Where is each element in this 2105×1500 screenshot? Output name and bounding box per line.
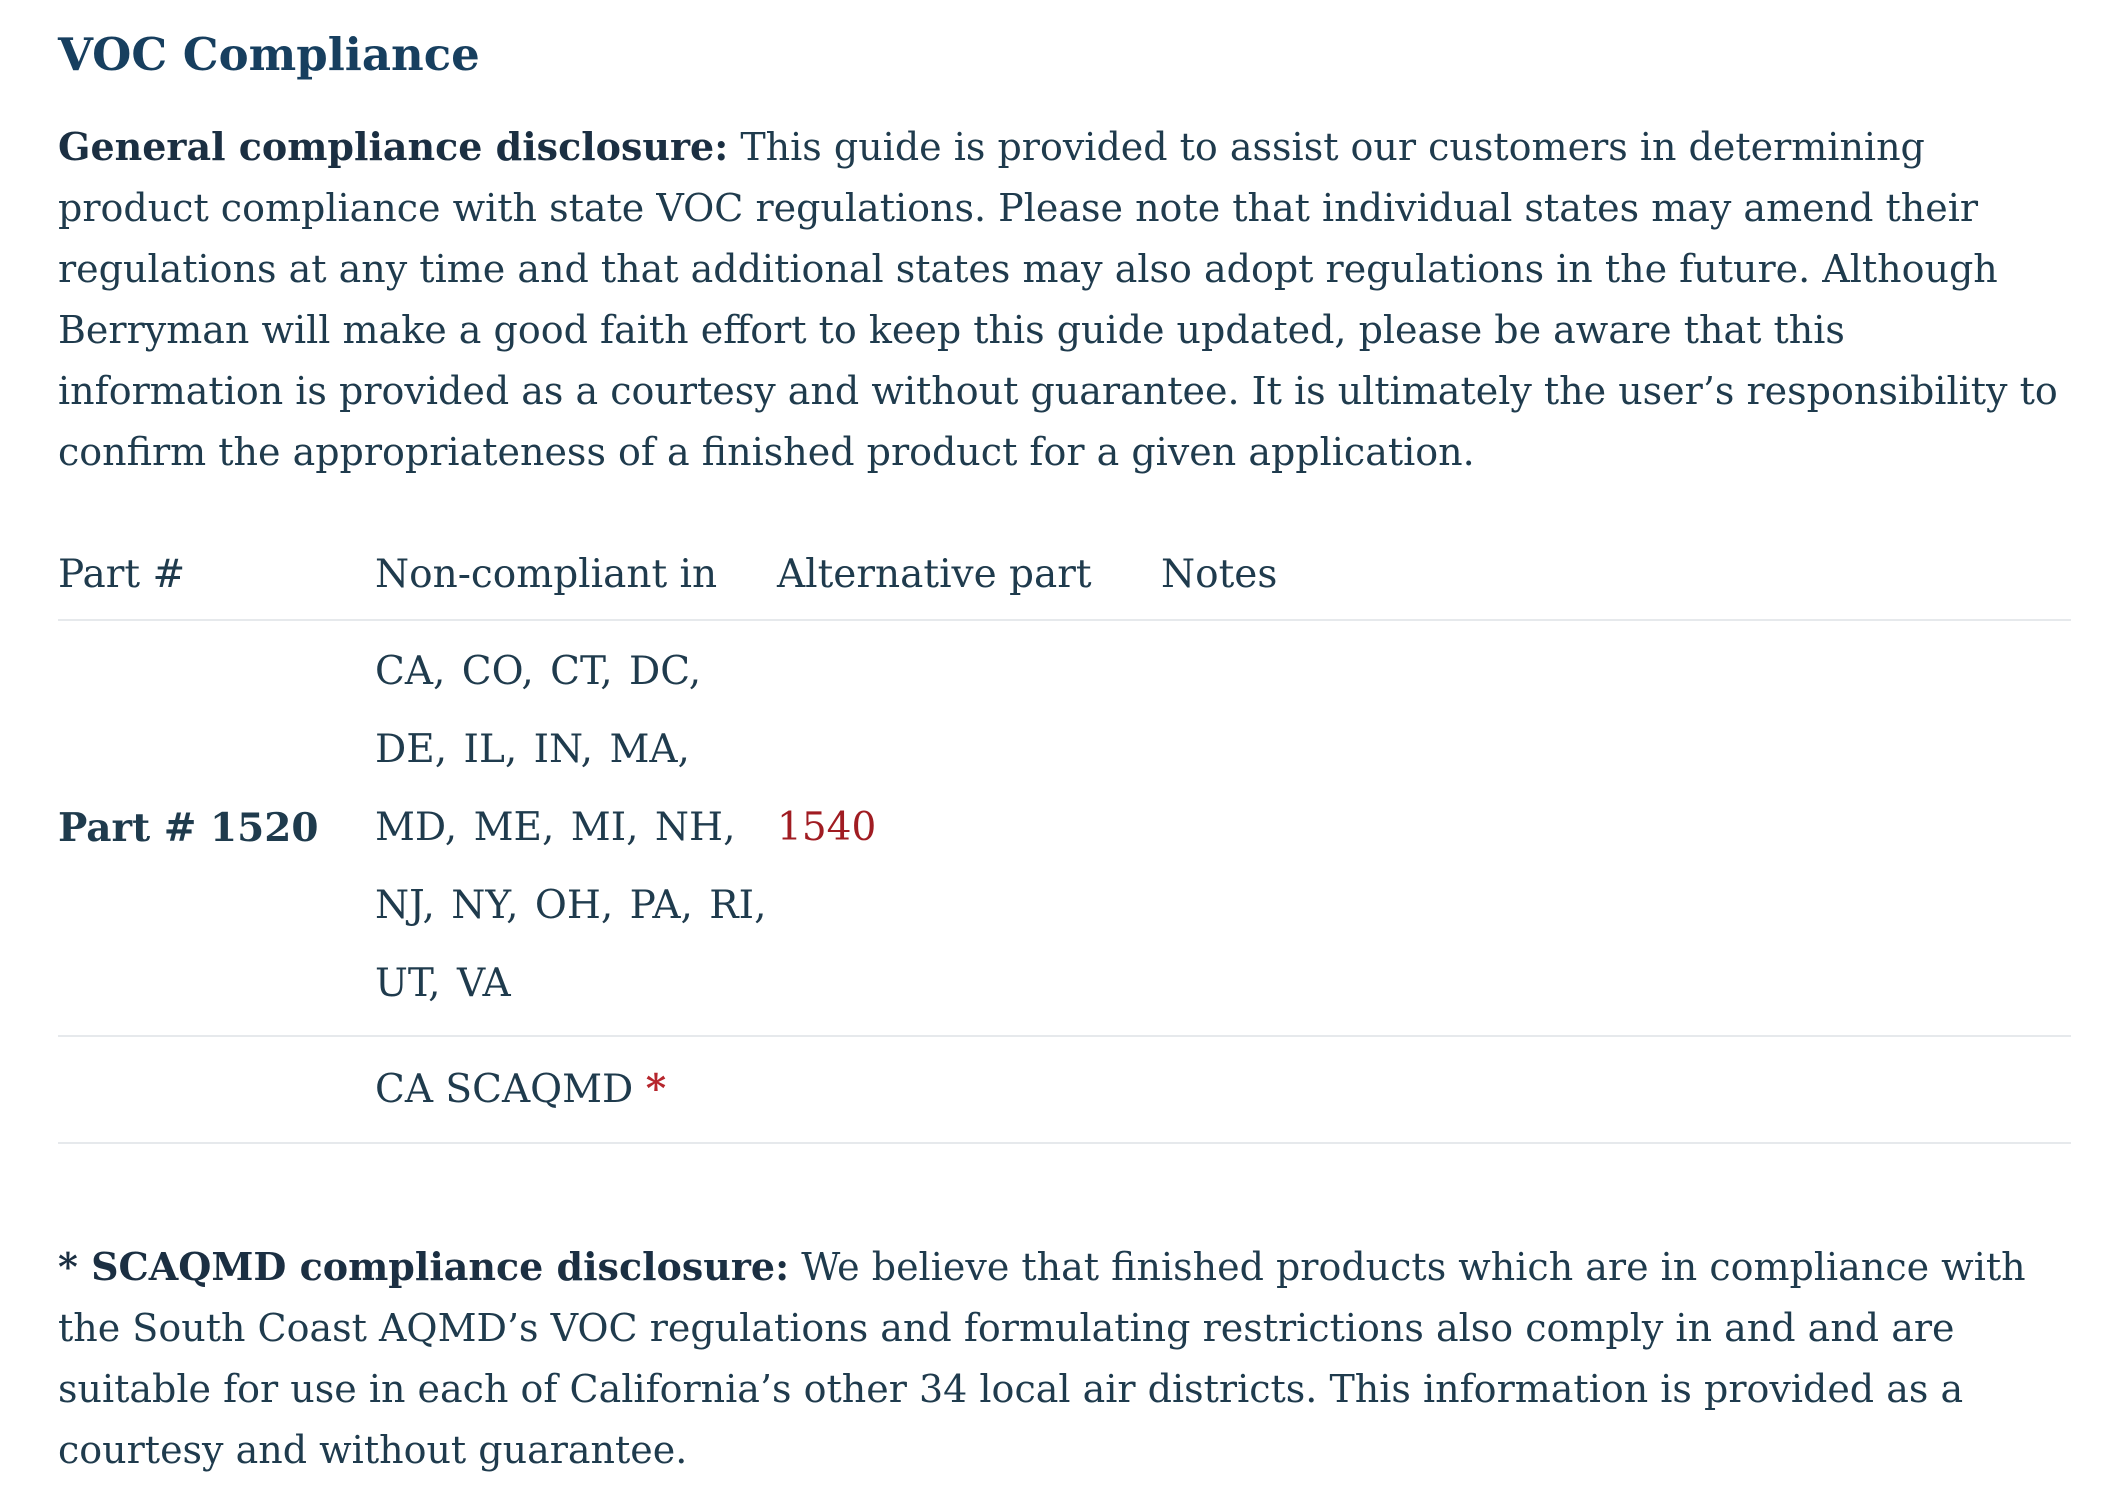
table-header-row: [58, 533, 2071, 620]
alternative-part-cell: [777, 620, 1161, 1036]
table-row: [58, 1036, 2071, 1143]
scaqmd-compliance-disclosure: [58, 1236, 2071, 1481]
voc-compliance-table: [58, 533, 2071, 1144]
part-number-cell: Part # 1520: [58, 620, 375, 1036]
footnote-asterisk-marker: *: [645, 1066, 667, 1112]
scaqmd-region-label: CA SCAQMD: [375, 1067, 634, 1112]
table-row: [58, 620, 2071, 1036]
column-header-part: Part #: [58, 533, 375, 620]
general-disclosure-label: General compliance disclosure:: [58, 124, 729, 169]
part-number-cell: [58, 1036, 375, 1143]
general-disclosure-text: This guide is provided to assist our customers in determining product compliance with state VOC regulations. Please note that individual states may amend their regulations at any time and that additional states may also adopt regulations in the future. Although Berryman will make a good faith effort to keep this guide updated, please be aware that this information is provided as a courtesy and without guarantee. It is ultimately the user’s responsibility to confirm the appropriateness of a finished product for a given application.: [58, 125, 2058, 474]
notes-cell: [1161, 620, 2071, 1036]
scaqmd-disclosure-text: We believe that finished products which are in compliance with the South Coast AQMD’s VOC regulations and formulating restrictions also comply in and and are suitable for use in each of California’s other 34 local air districts. This information is provided as a courtesy and without guarantee.: [58, 1245, 2026, 1472]
scaqmd-disclosure-label: * SCAQMD compliance disclosure:: [58, 1244, 790, 1289]
non-compliant-states-cell: CA, CO, CT, DC, DE, IL, IN, MA, MD, ME, MI, NH, NJ, NY, OH, PA, RI, UT, VA: [375, 620, 777, 1036]
alternative-part-cell: [777, 1036, 1161, 1143]
column-header-non-compliant: Non-compliant in: [375, 533, 777, 620]
column-header-notes: Notes: [1161, 533, 2071, 620]
non-compliant-states-cell: [375, 1036, 777, 1143]
general-compliance-disclosure: [58, 116, 2071, 483]
notes-cell: [1161, 1036, 2071, 1143]
column-header-alternative-part: Alternative part: [777, 533, 1161, 620]
alternative-part-link[interactable]: 1540: [777, 805, 877, 850]
section-title: VOC Compliance: [58, 28, 480, 81]
